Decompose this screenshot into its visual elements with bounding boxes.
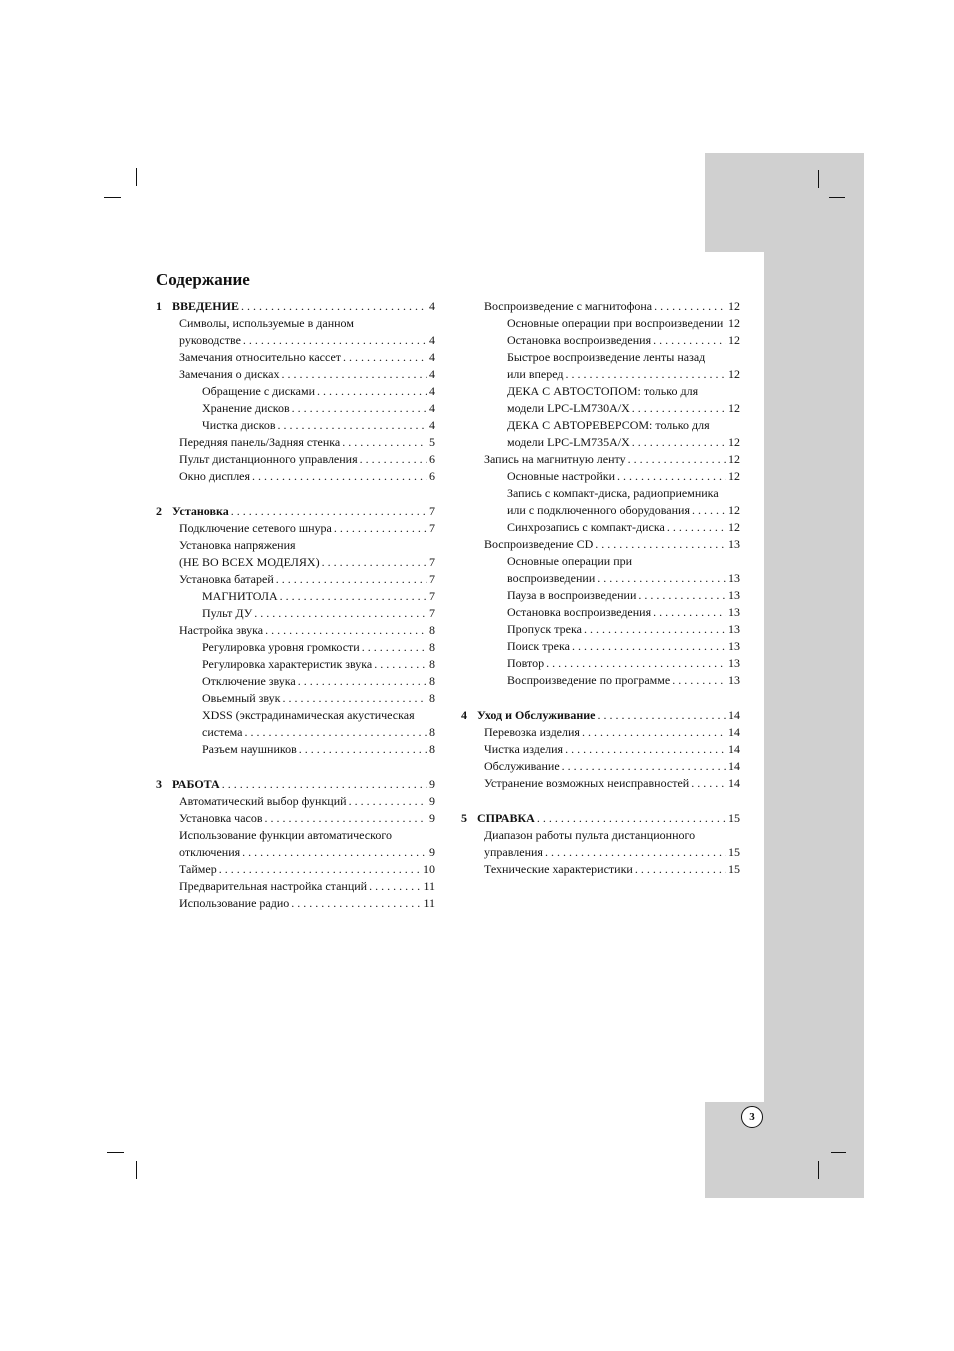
dot-leader [653, 604, 726, 621]
toc-entry [461, 298, 740, 315]
toc-section-heading [461, 810, 740, 827]
toc-entry [156, 827, 435, 844]
toc-entry [156, 332, 435, 349]
section-spacer [461, 792, 740, 810]
toc-entry [461, 434, 740, 451]
dot-leader [243, 332, 427, 349]
dot-leader [562, 758, 726, 775]
toc-entry [156, 656, 435, 673]
crop-mark-bottom-right-v [818, 1161, 819, 1179]
dot-leader [632, 400, 726, 417]
toc-entry [461, 570, 740, 587]
toc-entry [156, 451, 435, 468]
toc-entry-title: модели LPC-LM730A/X [507, 401, 630, 415]
toc-entry-title: ДЕКА С АВТОРЕВЕРСОМ: только для [507, 418, 710, 432]
dot-leader [691, 775, 726, 792]
toc-entry-page: 14 [728, 742, 740, 756]
toc-entry [156, 724, 435, 741]
toc-entry [461, 519, 740, 536]
crop-mark-bottom-right-h [831, 1152, 846, 1153]
toc-entry-page: 4 [429, 384, 435, 398]
dot-leader [231, 503, 427, 520]
page-title: Содержание [156, 270, 250, 289]
toc-entry-page: 7 [429, 572, 435, 586]
dot-leader [667, 519, 726, 536]
dot-leader [276, 571, 427, 588]
toc-entry [156, 793, 435, 810]
gray-tab-bottom [705, 1102, 864, 1198]
toc-entry-title: Установка батарей [179, 572, 274, 586]
toc-entry-title: Подключение сетевого шнура [179, 521, 332, 535]
dot-leader [278, 417, 427, 434]
dot-leader [369, 878, 421, 895]
toc-entry-title: Устранение возможных неисправностей [484, 776, 690, 790]
toc-entry-page: 7 [429, 606, 435, 620]
toc-entry-title: Воспроизведение с магнитофона [484, 299, 653, 313]
toc-entry [156, 622, 435, 639]
toc-entry [461, 468, 740, 485]
dot-leader [252, 468, 427, 485]
dot-leader [595, 536, 726, 553]
dot-leader [546, 655, 726, 672]
toc-entry-page: 12 [728, 333, 740, 347]
toc-entry-page: 12 [728, 503, 740, 517]
toc-entry-title: система [202, 725, 243, 739]
toc-entry-page: 7 [429, 589, 435, 603]
dot-leader [222, 776, 427, 793]
toc-entry-page: 13 [728, 571, 740, 585]
section-spacer [156, 485, 435, 503]
dot-leader [638, 587, 726, 604]
toc-entry-title: Запись с компакт-диска, радиоприемника [507, 486, 719, 500]
toc-entry [156, 383, 435, 400]
toc-entry-page: 8 [429, 691, 435, 705]
toc-entry-page: 15 [728, 845, 740, 859]
toc-entry-page: 4 [429, 401, 435, 415]
crop-mark-top-left-h [104, 197, 121, 198]
toc-entry-page: 13 [728, 588, 740, 602]
toc-entry [461, 758, 740, 775]
toc-entry-title: модели LPC-LM735A/X [507, 435, 630, 449]
toc-entry-page: 12 [728, 520, 740, 534]
toc-entry-title: РАБОТА [172, 777, 220, 791]
toc-entry-title: Символы, используемые в данном [179, 316, 354, 330]
toc-entry-title: Быстрое воспроизведение ленты назад [507, 350, 706, 364]
toc-entry-title: Диапазон работы пульта дистанционного [484, 828, 696, 842]
toc-entry-title: или с подключенного оборудования [507, 503, 690, 517]
dot-leader [632, 434, 726, 451]
dot-leader [291, 895, 421, 912]
toc-entry [461, 485, 740, 502]
dot-leader [572, 638, 726, 655]
toc-entry-page: 8 [429, 674, 435, 688]
dot-leader [317, 383, 427, 400]
toc-entry [461, 604, 740, 621]
toc-entry-title: Основные операции при [507, 554, 633, 568]
toc-entry-page: 7 [429, 521, 435, 535]
toc-entry-title: Технические характеристики [484, 862, 633, 876]
toc-entry-page: 4 [429, 333, 435, 347]
dot-leader [582, 724, 726, 741]
dot-leader [598, 707, 727, 724]
toc-entry-page: 9 [429, 811, 435, 825]
section-number: 1 [156, 299, 162, 313]
toc-entry [461, 366, 740, 383]
toc-entry [461, 827, 740, 844]
dot-leader [654, 298, 726, 315]
toc-entry-page: 13 [728, 622, 740, 636]
dot-leader [692, 502, 726, 519]
toc-entry-title: Пауза в воспроизведении [507, 588, 637, 602]
dot-leader [617, 468, 726, 485]
section-number: 4 [461, 708, 467, 722]
toc-entry-page: 12 [728, 469, 740, 483]
toc-entry-title: СПРАВКА [477, 811, 535, 825]
toc-entry-page: 8 [429, 742, 435, 756]
dot-leader [374, 656, 427, 673]
toc-entry-page: 15 [728, 862, 740, 876]
dot-leader [342, 434, 427, 451]
toc-entry-title: отключения [179, 845, 241, 859]
dot-leader [242, 844, 427, 861]
toc-entry-title: Основные операции при воспроизведении [507, 316, 724, 330]
toc-entry-page: 14 [728, 759, 740, 773]
section-number: 5 [461, 811, 467, 825]
dot-leader [653, 332, 726, 349]
toc-entry [461, 672, 740, 689]
toc-entry-page: 14 [728, 776, 740, 790]
toc-entry-page: 6 [429, 452, 435, 466]
crop-mark-bottom-left-v [136, 1161, 137, 1179]
toc-entry-title: руководстве [179, 333, 241, 347]
toc-entry-title: Регулировка уровня громкости [202, 640, 360, 654]
dot-leader [584, 621, 726, 638]
toc-entry-page: 14 [728, 725, 740, 739]
toc-entry-title: Окно дисплея [179, 469, 251, 483]
toc-entry [156, 400, 435, 417]
toc-entry [156, 366, 435, 383]
dot-leader [241, 298, 427, 315]
crop-mark-top-right-v [818, 170, 819, 188]
toc-section-heading [156, 776, 435, 793]
dot-leader [219, 861, 421, 878]
toc-entry-title: Остановка воспроизведения [507, 333, 652, 347]
toc-entry-title: ДЕКА С АВТОСТОПОМ: только для [507, 384, 699, 398]
toc-entry-title: Уход и Обслуживание [477, 708, 596, 722]
toc-entry-title: Воспроизведение CD [484, 537, 594, 551]
toc-entry [156, 417, 435, 434]
section-spacer [156, 758, 435, 776]
dot-leader [299, 741, 427, 758]
toc-entry-page: 4 [429, 350, 435, 364]
dot-leader [537, 810, 726, 827]
page-number-badge: 3 [741, 1106, 763, 1128]
toc-entry-title: Воспроизведение по программе [507, 673, 671, 687]
toc-entry-title: (НЕ ВО ВСЕХ МОДЕЛЯХ) [179, 555, 320, 569]
gray-side-band [764, 252, 864, 1198]
toc-entry [156, 537, 435, 554]
toc-entry-title: воспроизведении [507, 571, 596, 585]
toc-entry [156, 571, 435, 588]
toc-entry-title: Замечания относительно кассет [179, 350, 342, 364]
section-number: 3 [156, 777, 162, 791]
section-number: 2 [156, 504, 162, 518]
toc-left-column [156, 298, 435, 912]
toc-entry-title: Разъем наушников [202, 742, 297, 756]
dot-leader [322, 554, 427, 571]
dot-leader [597, 570, 726, 587]
toc-entry-page: 14 [728, 708, 740, 722]
toc-entry [156, 315, 435, 332]
toc-entry-page: 11 [423, 879, 435, 893]
dot-leader [565, 741, 726, 758]
toc-entry-title: Перевозка изделия [484, 725, 580, 739]
dot-leader [566, 366, 726, 383]
toc-entry-page: 11 [423, 896, 435, 910]
toc-entry [461, 621, 740, 638]
dot-leader [545, 844, 726, 861]
toc-entry-page: 5 [429, 435, 435, 449]
dot-leader [362, 639, 427, 656]
toc-entry-page: 13 [728, 673, 740, 687]
toc-entry-title: Отключение звука [202, 674, 296, 688]
toc-entry [156, 673, 435, 690]
toc-entry [461, 741, 740, 758]
toc-entry-title: Автоматический выбор функций [179, 794, 347, 808]
toc-entry-title: Чистка дисков [202, 418, 276, 432]
toc-entry [156, 741, 435, 758]
toc-entry-page: 8 [429, 725, 435, 739]
toc-entry-page: 12 [728, 316, 740, 330]
toc-entry [156, 434, 435, 451]
dot-leader [265, 622, 427, 639]
toc-entry-page: 9 [429, 777, 435, 791]
toc-entry-title: МАГНИТОЛА [202, 589, 278, 603]
toc-entry-title: Запись на магнитную ленту [484, 452, 626, 466]
dot-leader [244, 724, 427, 741]
toc-entry [461, 587, 740, 604]
dot-leader [360, 451, 427, 468]
toc-entry-page: 15 [728, 811, 740, 825]
crop-mark-top-left-v [136, 168, 137, 186]
toc-entry-title: Обращение с дисками [202, 384, 316, 398]
toc-entry-page: 9 [429, 845, 435, 859]
toc-entry-title: Установка напряжения [179, 538, 296, 552]
dot-leader [282, 366, 427, 383]
toc-entry [156, 520, 435, 537]
toc-entry-title: Таймер [179, 862, 217, 876]
toc-entry-title: Основные настройки [507, 469, 616, 483]
toc-entry-page: 12 [728, 367, 740, 381]
toc-entry [461, 638, 740, 655]
toc-entry [156, 810, 435, 827]
toc-entry-page: 10 [423, 862, 435, 876]
toc-entry [156, 844, 435, 861]
toc-section-heading [156, 298, 435, 315]
toc-entry-page: 13 [728, 537, 740, 551]
toc-entry-title: Обслуживание [484, 759, 560, 773]
dot-leader [635, 861, 726, 878]
toc-entry-page: 8 [429, 657, 435, 671]
toc-entry [156, 878, 435, 895]
toc-entry [461, 417, 740, 434]
toc-entry [461, 775, 740, 792]
toc-entry-title: Поиск трека [507, 639, 570, 653]
toc-entry-title: Использование радио [179, 896, 290, 910]
dot-leader [265, 810, 427, 827]
toc-entry [461, 844, 740, 861]
toc-entry [156, 349, 435, 366]
toc-entry [461, 383, 740, 400]
toc-entry-title: Повтор [507, 656, 545, 670]
toc-entry [156, 690, 435, 707]
toc-entry-title: Овьемный звук [202, 691, 281, 705]
toc-entry-page: 12 [728, 435, 740, 449]
toc-entry [461, 451, 740, 468]
dot-leader [628, 451, 726, 468]
toc-entry [461, 724, 740, 741]
toc-entry-page: 12 [728, 452, 740, 466]
toc-entry [461, 349, 740, 366]
crop-mark-bottom-left-h [107, 1152, 124, 1153]
toc-entry-page: 13 [728, 639, 740, 653]
dot-leader [292, 400, 427, 417]
toc-right-column [461, 298, 740, 878]
toc-entry-page: 12 [728, 299, 740, 313]
dot-leader [298, 673, 427, 690]
section-spacer [461, 689, 740, 707]
toc-entry-title: или вперед [507, 367, 564, 381]
toc-entry-title: Синхрозапись с компакт-диска [507, 520, 665, 534]
toc-entry [461, 315, 740, 332]
toc-entry [461, 655, 740, 672]
toc-entry-title: Пульт дистанционного управления [179, 452, 358, 466]
toc-entry [461, 332, 740, 349]
toc-entry-page: 13 [728, 605, 740, 619]
dot-leader [672, 672, 726, 689]
crop-mark-top-right-h [829, 197, 845, 198]
toc-entry [156, 707, 435, 724]
toc-entry-page: 7 [429, 555, 435, 569]
gray-tab-top [705, 153, 864, 252]
toc-section-heading [156, 503, 435, 520]
dot-leader [254, 605, 427, 622]
toc-entry-page: 9 [429, 794, 435, 808]
toc-entry [156, 639, 435, 656]
toc-entry-page: 13 [728, 656, 740, 670]
toc-entry-title: XDSS (экстрадинамическая акустическая [202, 708, 415, 722]
toc-entry-page: 6 [429, 469, 435, 483]
toc-entry-page: 7 [429, 504, 435, 518]
toc-entry-title: Замечания о дисках [179, 367, 280, 381]
toc-entry-page: 8 [429, 640, 435, 654]
toc-entry [156, 468, 435, 485]
toc-entry-page: 12 [728, 401, 740, 415]
toc-entry-title: Настройка звука [179, 623, 264, 637]
dot-leader [334, 520, 427, 537]
toc-entry-title: ВВЕДЕНИЕ [172, 299, 239, 313]
toc-entry-title: Использование функции автоматического [179, 828, 392, 842]
toc-entry-title: Регулировка характеристик звука [202, 657, 373, 671]
toc-entry [156, 861, 435, 878]
toc-entry-title: Пропуск трека [507, 622, 582, 636]
dot-leader [349, 793, 427, 810]
toc-entry-title: Чистка изделия [484, 742, 564, 756]
toc-entry-page: 8 [429, 623, 435, 637]
toc-entry [156, 895, 435, 912]
toc-entry [461, 400, 740, 417]
toc-entry-title: Остановка воспроизведения [507, 605, 652, 619]
toc-entry-title: Хранение дисков [202, 401, 290, 415]
toc-entry [461, 502, 740, 519]
toc-entry [156, 588, 435, 605]
toc-entry-title: Предварительная настройка станций [179, 879, 368, 893]
dot-leader [725, 315, 726, 332]
toc-entry-title: управления [484, 845, 543, 859]
toc-entry [156, 554, 435, 571]
dot-leader [282, 690, 427, 707]
toc-entry-page: 4 [429, 418, 435, 432]
dot-leader [343, 349, 427, 366]
toc-entry-title: Установка [172, 504, 229, 518]
toc-entry [461, 536, 740, 553]
toc-entry [156, 605, 435, 622]
toc-entry-page: 4 [429, 367, 435, 381]
toc-entry-title: Передняя панель/Задняя стенка [179, 435, 341, 449]
toc-section-heading [461, 707, 740, 724]
toc-entry-title: Пульт ДУ [202, 606, 253, 620]
toc-entry-title: Установка часов [179, 811, 263, 825]
toc-entry [461, 861, 740, 878]
dot-leader [280, 588, 427, 605]
toc-entry [461, 553, 740, 570]
toc-entry-page: 4 [429, 299, 435, 313]
